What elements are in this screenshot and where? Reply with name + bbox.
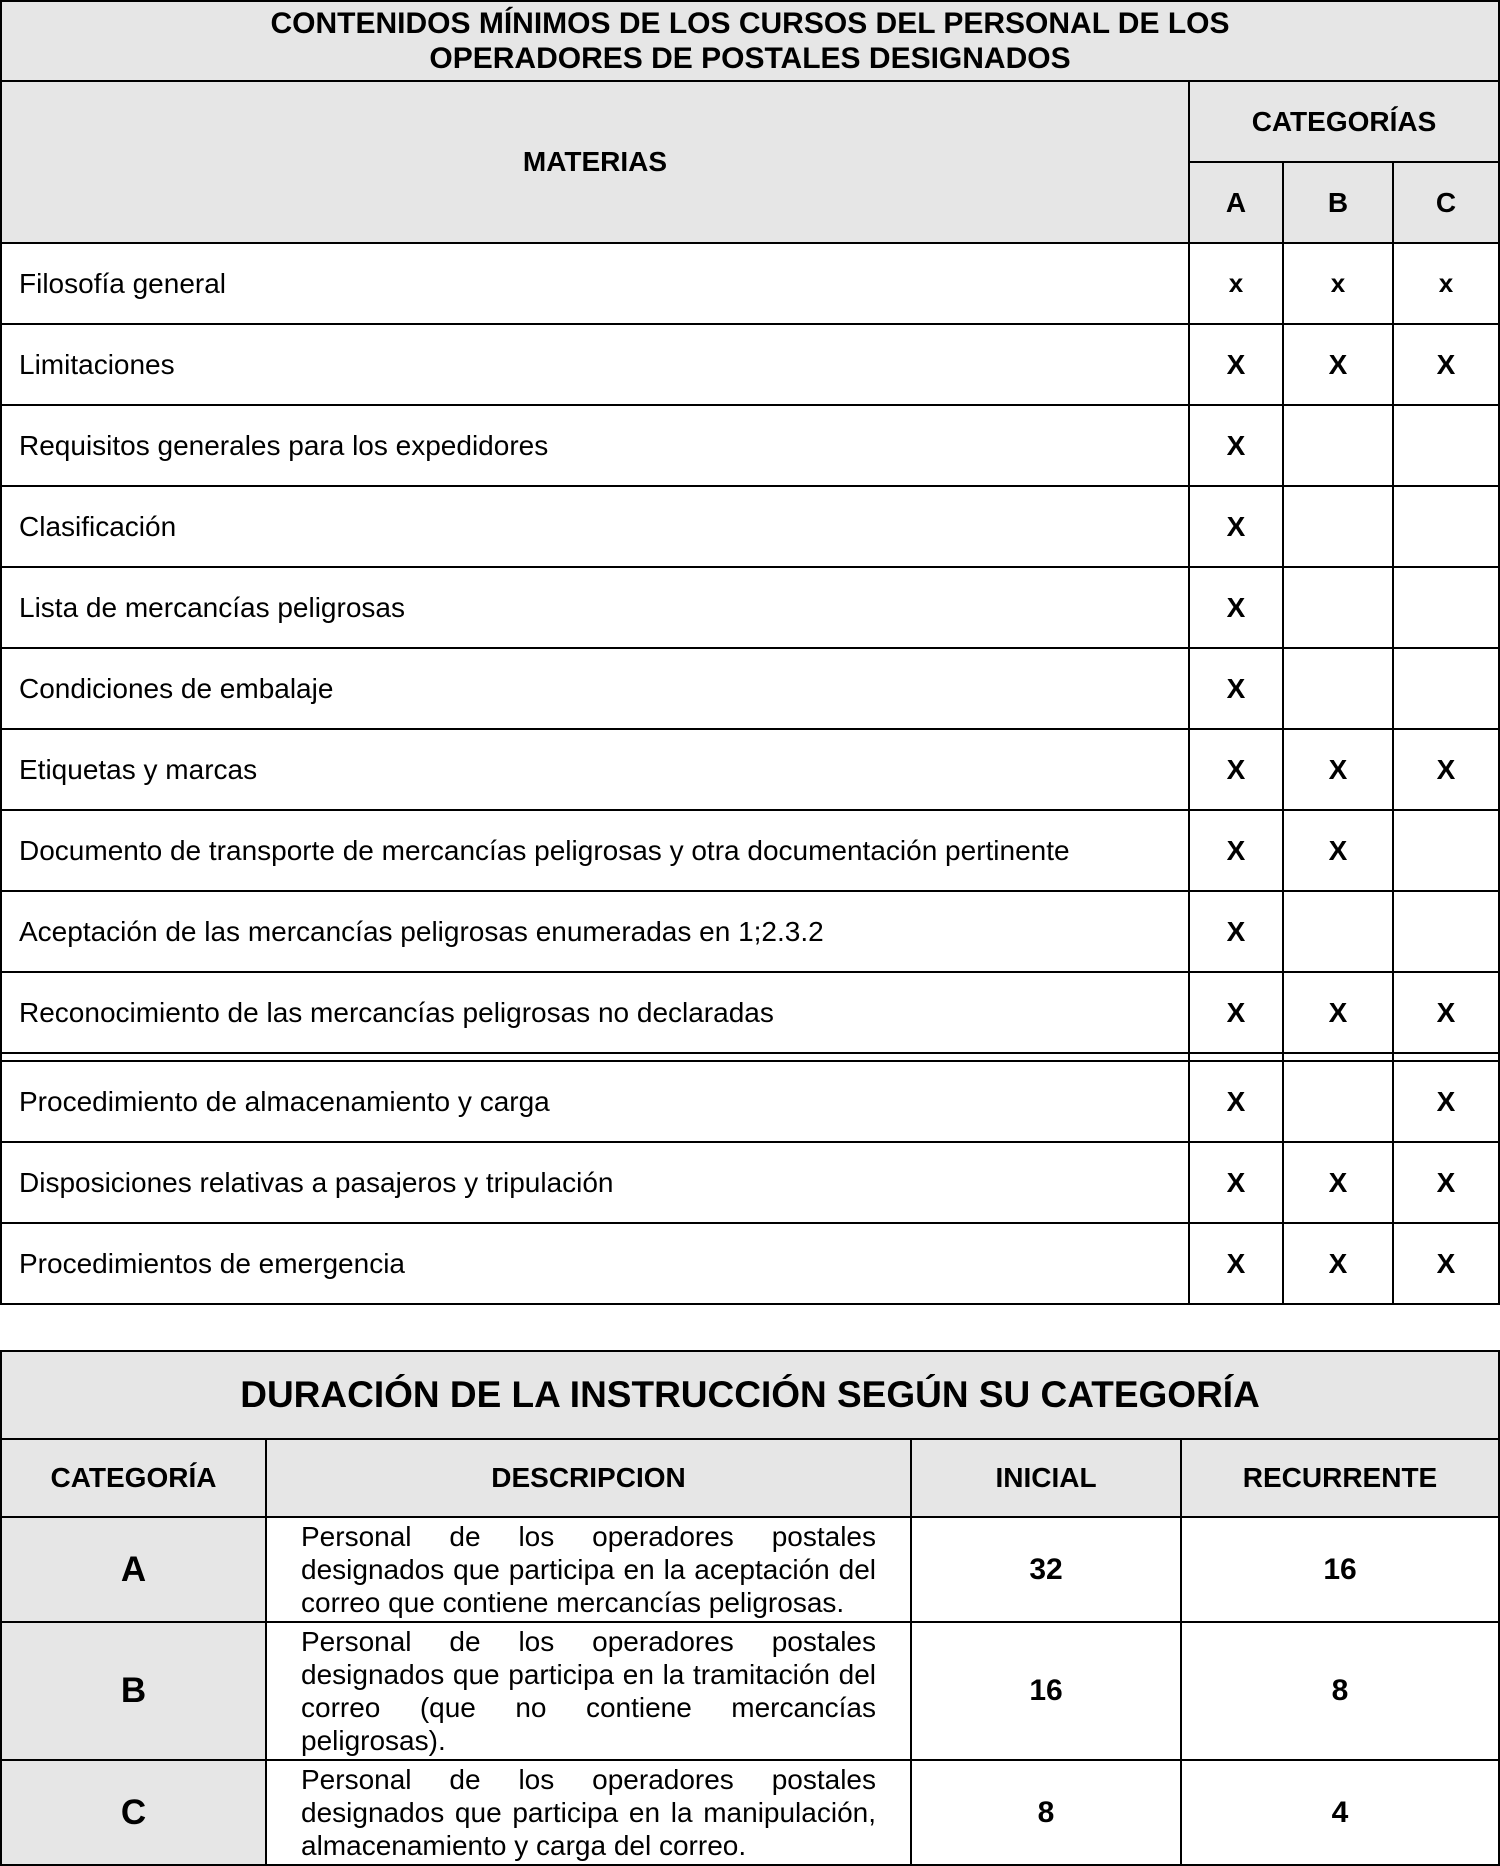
mark-b: X [1283, 729, 1393, 810]
training-duration-table [0, 1350, 1500, 1866]
mark-b [1283, 486, 1393, 567]
table-row [1, 324, 1499, 405]
mark-c [1393, 567, 1499, 648]
mark-a: X [1189, 810, 1283, 891]
training-duration-title: DURACIÓN DE LA INSTRUCCIÓN SEGÚN SU CATEGORÍA [1, 1351, 1499, 1439]
materia-cell: Filosofía general [1, 243, 1189, 324]
mark-a: X [1189, 486, 1283, 567]
descripcion-cell: Personal de los operadores postales designados que participa en la manipulación, almacenamiento y carga del correo. [266, 1760, 911, 1865]
mark-a: X [1189, 405, 1283, 486]
mark-c: X [1393, 972, 1499, 1053]
mark-c: X [1393, 324, 1499, 405]
materias-header: MATERIAS [1, 81, 1189, 243]
categoria-cell: B [1, 1622, 266, 1760]
recurrente-cell: 4 [1181, 1760, 1499, 1865]
mark-a: x [1189, 243, 1283, 324]
row-separator [1, 1053, 1499, 1061]
table-row [1, 1517, 1499, 1622]
mark-a: X [1189, 1142, 1283, 1223]
table-row [1, 810, 1499, 891]
mark-b [1283, 891, 1393, 972]
category-c-header: C [1393, 162, 1499, 243]
mark-a: X [1189, 891, 1283, 972]
materia-cell: Requisitos generales para los expedidores [1, 405, 1189, 486]
materia-cell: Limitaciones [1, 324, 1189, 405]
materia-cell: Procedimientos de emergencia [1, 1223, 1189, 1304]
mark-b: x [1283, 243, 1393, 324]
separator-cell [1393, 1053, 1499, 1061]
course-contents-title [1, 1, 1499, 81]
recurrente-cell: 8 [1181, 1622, 1499, 1760]
materia-cell: Etiquetas y marcas [1, 729, 1189, 810]
inicial-cell: 16 [911, 1622, 1181, 1760]
descripcion-cell: Personal de los operadores postales designados que participa en la tramitación del correo (que no contiene mercancías peligrosas). [266, 1622, 911, 1760]
materia-cell: Documento de transporte de mercancías peligrosas y otra documentación pertinente [1, 810, 1189, 891]
materia-cell: Clasificación [1, 486, 1189, 567]
materia-cell: Condiciones de embalaje [1, 648, 1189, 729]
mark-c [1393, 891, 1499, 972]
table-row [1, 567, 1499, 648]
descripcion-cell: Personal de los operadores postales designados que participa en la aceptación del correo que contiene mercancías peligrosas. [266, 1517, 911, 1622]
table-row [1, 1061, 1499, 1142]
mark-b: X [1283, 1223, 1393, 1304]
mark-b [1283, 405, 1393, 486]
mark-a: X [1189, 729, 1283, 810]
table-row [1, 1760, 1499, 1865]
inicial-cell: 32 [911, 1517, 1181, 1622]
materia-cell: Lista de mercancías peligrosas [1, 567, 1189, 648]
mark-a: X [1189, 1223, 1283, 1304]
mark-b: X [1283, 810, 1393, 891]
separator-cell [1283, 1053, 1393, 1061]
mark-a: X [1189, 567, 1283, 648]
mark-c: X [1393, 1061, 1499, 1142]
mark-b [1283, 567, 1393, 648]
mark-c: X [1393, 729, 1499, 810]
table-row [1, 972, 1499, 1053]
recurrente-header: RECURRENTE [1181, 1439, 1499, 1517]
title-line-1: CONTENIDOS MÍNIMOS DE LOS CURSOS DEL PERSONAL DE LOS [270, 7, 1230, 40]
inicial-header: INICIAL [911, 1439, 1181, 1517]
categoria-header: CATEGORÍA [1, 1439, 266, 1517]
mark-c: X [1393, 1223, 1499, 1304]
category-a-header: A [1189, 162, 1283, 243]
mark-c [1393, 405, 1499, 486]
descripcion-header: DESCRIPCION [266, 1439, 911, 1517]
title-line-2: OPERADORES DE POSTALES DESIGNADOS [429, 42, 1071, 75]
table-row [1, 648, 1499, 729]
mark-a: X [1189, 648, 1283, 729]
mark-b: X [1283, 324, 1393, 405]
mark-c [1393, 486, 1499, 567]
materia-cell: Aceptación de las mercancías peligrosas enumeradas en 1;2.3.2 [1, 891, 1189, 972]
categoria-cell: C [1, 1760, 266, 1865]
materia-cell: Disposiciones relativas a pasajeros y tripulación [1, 1142, 1189, 1223]
mark-b [1283, 648, 1393, 729]
inicial-cell: 8 [911, 1760, 1181, 1865]
table-row [1, 405, 1499, 486]
table-row [1, 1622, 1499, 1760]
mark-c: X [1393, 1142, 1499, 1223]
categoria-cell: A [1, 1517, 266, 1622]
recurrente-cell: 16 [1181, 1517, 1499, 1622]
mark-a: X [1189, 972, 1283, 1053]
table-row [1, 891, 1499, 972]
table-row [1, 486, 1499, 567]
mark-c [1393, 810, 1499, 891]
categorias-header: CATEGORÍAS [1189, 81, 1499, 162]
separator-cell [1, 1053, 1189, 1061]
mark-b: X [1283, 972, 1393, 1053]
mark-c: x [1393, 243, 1499, 324]
table-row [1, 1142, 1499, 1223]
table-row [1, 729, 1499, 810]
mark-c [1393, 648, 1499, 729]
table-row [1, 1223, 1499, 1304]
category-b-header: B [1283, 162, 1393, 243]
materia-cell: Procedimiento de almacenamiento y carga [1, 1061, 1189, 1142]
mark-b: X [1283, 1142, 1393, 1223]
mark-a: X [1189, 1061, 1283, 1142]
mark-b [1283, 1061, 1393, 1142]
mark-a: X [1189, 324, 1283, 405]
table-row [1, 243, 1499, 324]
separator-cell [1189, 1053, 1283, 1061]
materia-cell: Reconocimiento de las mercancías peligrosas no declaradas [1, 972, 1189, 1053]
